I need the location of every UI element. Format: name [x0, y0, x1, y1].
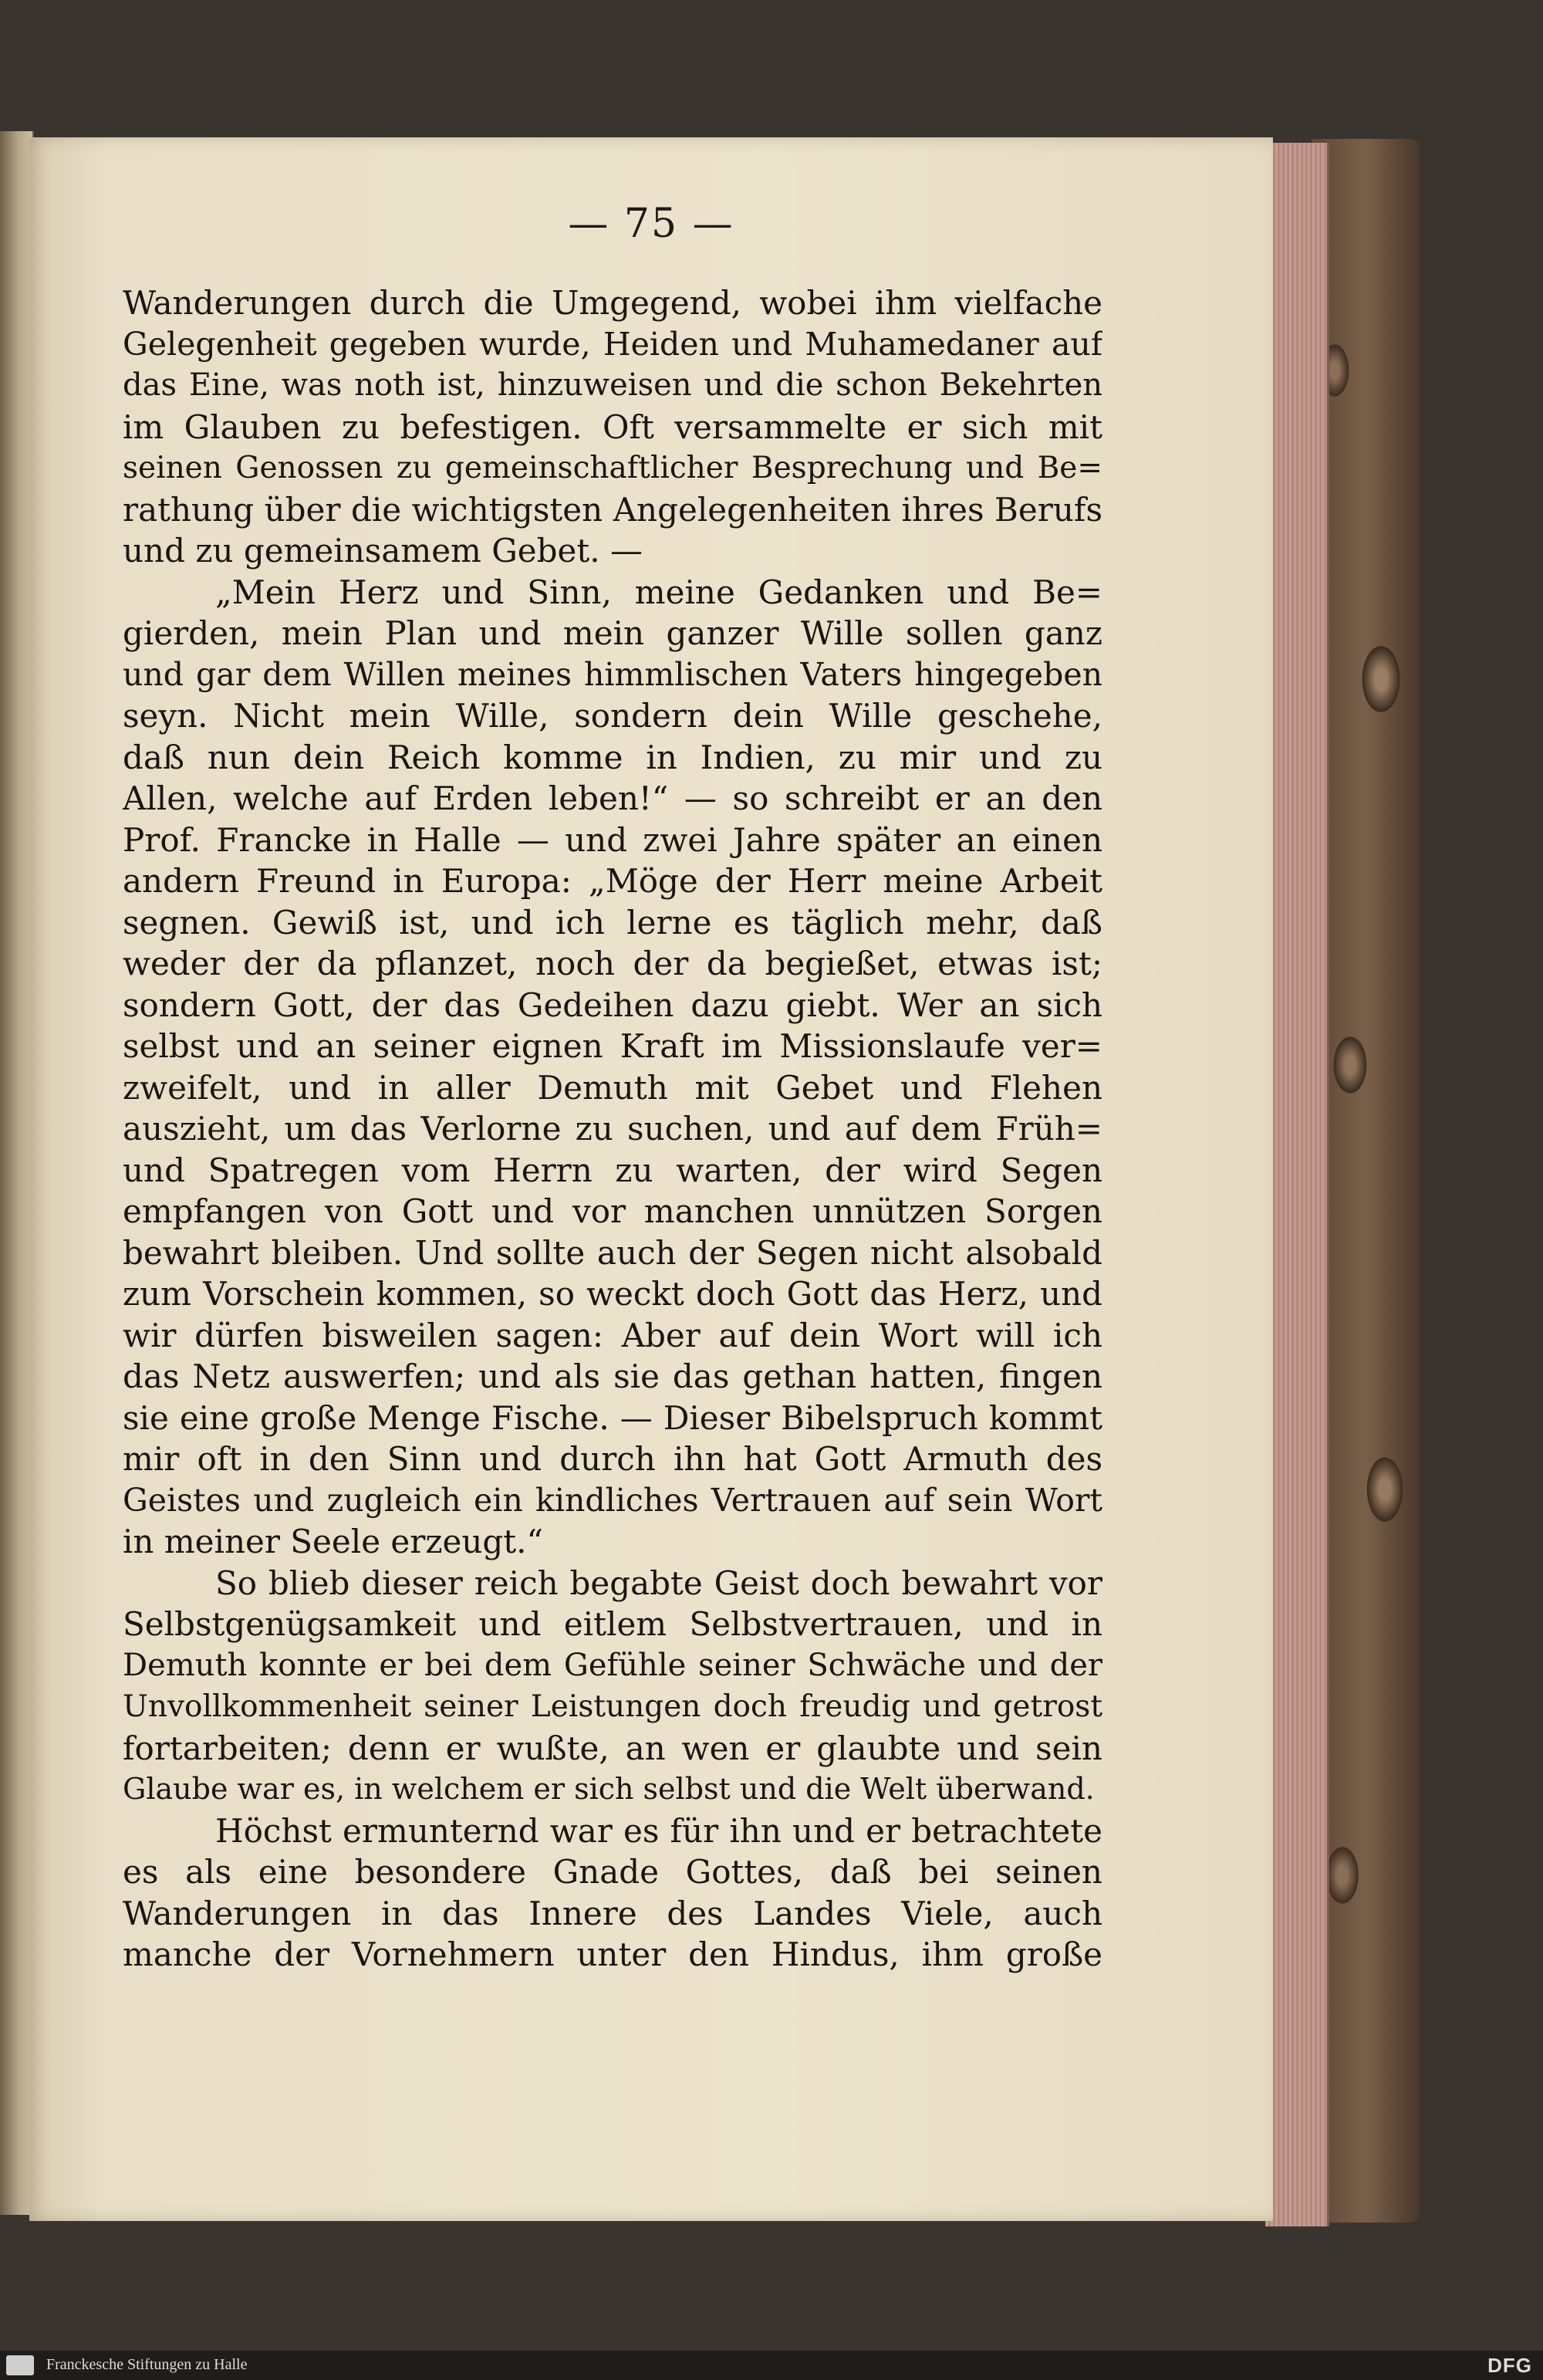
text-line: empfangen von Gott und vor manchen unnützen Sorgen	[123, 1192, 1102, 1230]
text-line: im Glauben zu befestigen. Oft versammelte er sich mit	[123, 407, 1102, 446]
text-line: Selbstgenügsamkeit und eitlem Selbstvertrauen, und in	[123, 1605, 1102, 1643]
text-line: wir dürfen bisweilen sagen: Aber auf dein Wort will ich	[123, 1316, 1102, 1354]
text-line: in meiner Seele erzeugt.“	[123, 1523, 543, 1560]
text-line: manche der Vornehmern unter den Hindus, ihm große	[123, 1935, 1102, 1973]
text-line: Prof. Francke in Halle — und zwei Jahre später an einen	[123, 820, 1102, 859]
text-line: Unvollkommenheit seiner Leistungen doch freudig und getrost	[123, 1689, 1102, 1724]
text-line: weder der da pflanzet, noch der da begießet, etwas ist;	[123, 945, 1102, 982]
text-line: und zu gemeinsamem Gebet. —	[123, 532, 643, 570]
text-line: sie eine große Menge Fische. — Dieser Bibelspruch kommt	[123, 1398, 1102, 1437]
text-line: zum Vorschein kommen, so weckt doch Gott das Herz, und	[123, 1275, 1102, 1313]
text-line: fortarbeiten; denn er wußte, an wen er glaubte und sein	[123, 1729, 1102, 1767]
text-line: das Netz auswerfen; und als sie das gethan hatten, fingen	[123, 1357, 1102, 1395]
text-line: Wanderungen in das Innere des Landes Viele, auch	[123, 1894, 1102, 1932]
text-line: seinen Genossen zu gemeinschaftlicher Besprechung und Be=	[123, 451, 1102, 485]
text-line: mir oft in den Sinn und durch ihn hat Gott Armuth des	[123, 1440, 1102, 1478]
text-line: Glaube war es, in welchem er sich selbst und die Welt überwand.	[123, 1772, 1095, 1806]
text-line: So blieb dieser reich begabte Geist doch bewahrt vor	[215, 1564, 1102, 1602]
text-line: seyn. Nicht mein Wille, sondern dein Wille geschehe,	[123, 697, 1102, 735]
text-line: und gar dem Willen meines himmlischen Vaters hingegeben	[123, 655, 1102, 693]
text-line: das Eine, was noth ist, hinzuweisen und die schon Bekehrten	[123, 367, 1102, 403]
text-line: zweifelt, und in aller Demuth mit Gebet und Flehen	[123, 1068, 1102, 1107]
text-line: sondern Gott, der das Gedeihen dazu giebt. Wer an sich	[123, 985, 1102, 1024]
text-line: und Spatregen vom Herrn zu warten, der wird Segen	[123, 1151, 1102, 1189]
text-line: andern Freund in Europa: „Möge der Herr meine Arbeit	[123, 862, 1102, 900]
text-line: Wanderungen durch die Umgegend, wobei ihm vielfache	[123, 284, 1102, 322]
book-page	[29, 137, 1273, 2221]
text-line: selbst und an seiner eignen Kraft im Missionslaufe ver=	[123, 1027, 1102, 1065]
text-line: es als eine besondere Gnade Gottes, daß bei seinen	[123, 1853, 1102, 1891]
dfg-logo: DFG	[1487, 2354, 1532, 2377]
text-line: „Mein Herz und Sinn, meine Gedanken und Be=	[215, 573, 1102, 611]
institution-logo-icon	[6, 2355, 34, 2375]
page-edges	[1265, 143, 1329, 2226]
footer-credit: Franckesche Stiftungen zu Halle	[46, 2356, 248, 2373]
text-line: Allen, welche auf Erden leben!“ — so schreibt er an den	[123, 779, 1102, 817]
text-line: auszieht, um das Verlorne zu suchen, und auf dem Früh=	[123, 1110, 1102, 1148]
text-line: Höchst ermunternd war es für ihn und er betrachtete	[215, 1811, 1102, 1850]
body-text	[123, 282, 1102, 1976]
text-line: rathung über die wichtigsten Angelegenheiten ihres Berufs	[123, 490, 1102, 529]
text-line: segnen. Gewiß ist, und ich lerne es täglich mehr, daß	[123, 903, 1102, 942]
page-number: — 75 —	[568, 201, 734, 247]
text-line: gierden, mein Plan und mein ganzer Wille sollen ganz	[123, 614, 1102, 652]
text-line: bewahrt bleiben. Und sollte auch der Segen nicht alsobald	[123, 1233, 1102, 1272]
text-line: daß nun dein Reich komme in Indien, zu mir und zu	[123, 738, 1102, 776]
text-line: Geistes und zugleich ein kindliches Vertrauen auf sein Wort	[123, 1481, 1102, 1519]
text-line: Demuth konnte er bei dem Gefühle seiner Schwäche und der	[123, 1647, 1102, 1683]
text-line: Gelegenheit gegeben wurde, Heiden und Muhamedaner auf	[123, 325, 1102, 363]
